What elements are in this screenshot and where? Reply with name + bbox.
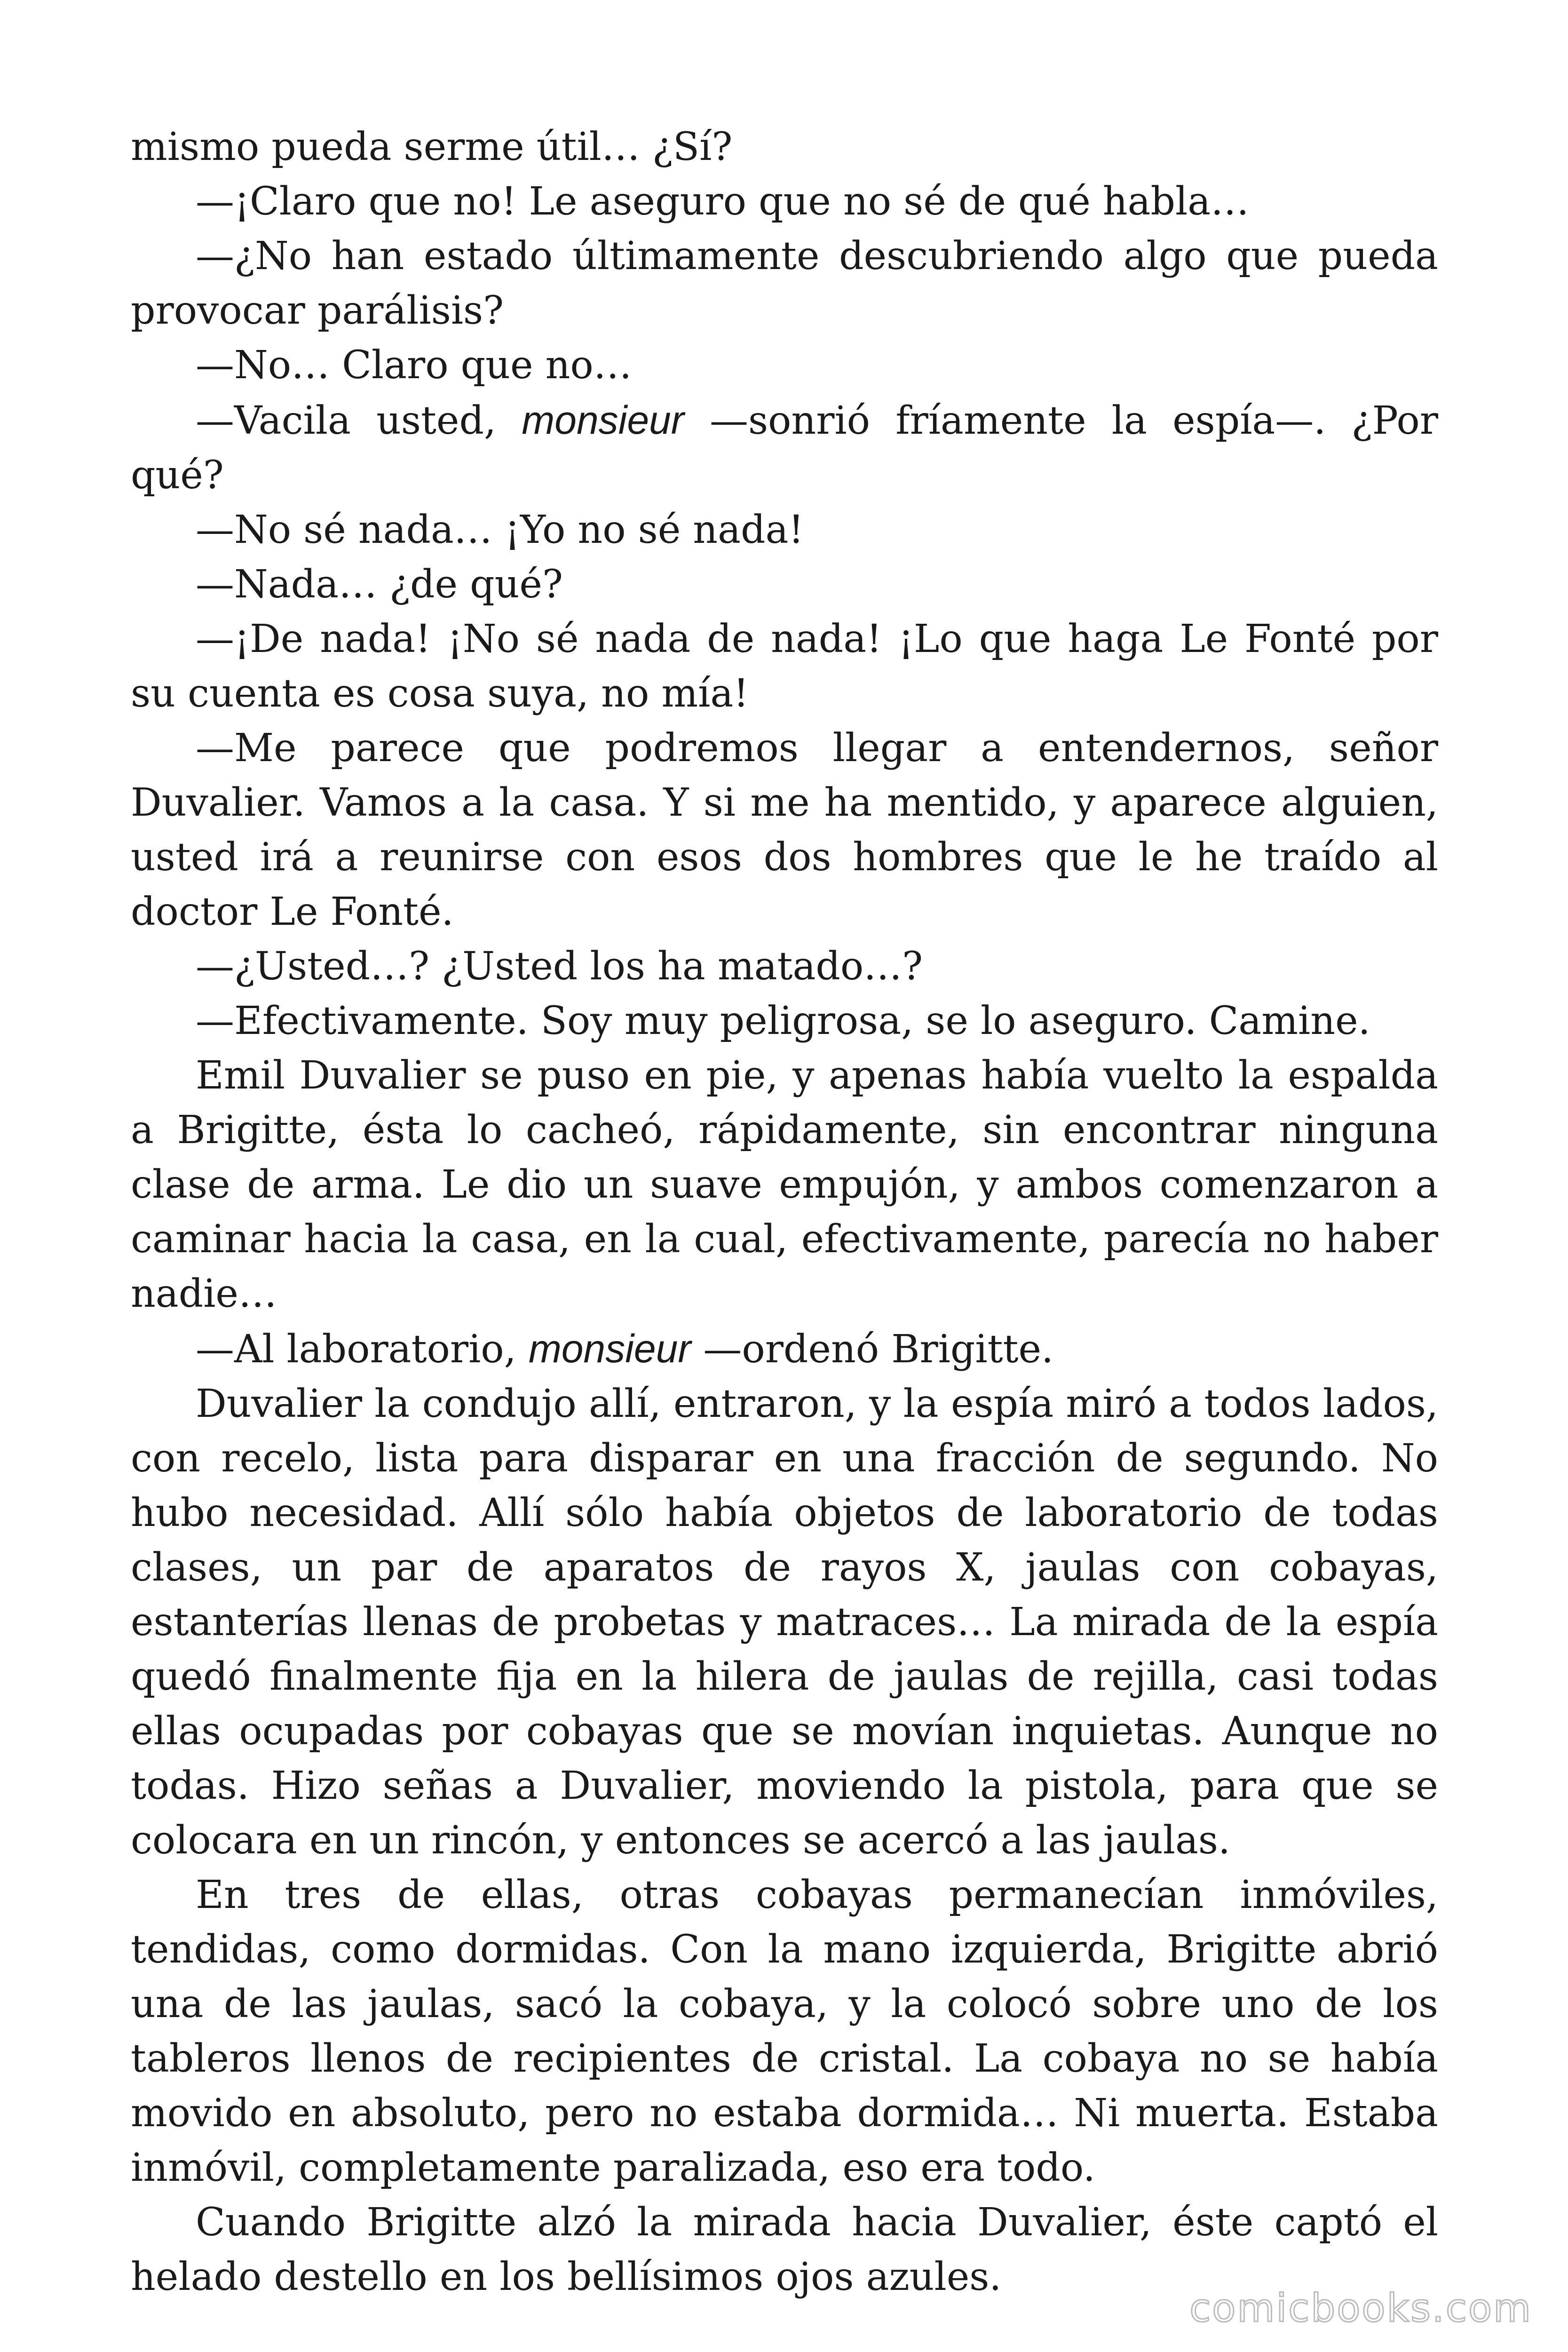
paragraph xyxy=(131,939,1438,994)
paragraph xyxy=(131,1377,1438,1868)
book-page-text xyxy=(131,120,1438,2304)
text-span: —Al laboratorio, xyxy=(196,1327,529,1372)
paragraph xyxy=(131,1049,1438,1321)
text-span: En tres de ellas, otras cobayas permanecían inmóviles, tendidas, como dormidas. Con la mano izquierda, Brigitte abrió una de las jaulas, sacó la cobaya, y la colocó sobre uno de los tableros llenos de recipientes de cristal. La cobaya no se había movido en absoluto, pero no estaba dormida… Ni muerta. Estaba inmóvil, completamente paralizada, eso era todo. xyxy=(131,1873,1438,2190)
text-span: —sonrió fríamente la espía—. ¿Por qué? xyxy=(131,398,1438,498)
text-span: —Me parece que podremos llegar a entendernos, señor Duvalier. Vamos a la casa. Y si me ha mentido, y aparece alguien, usted irá a reunirse con esos dos hombres que le he traído al doctor Le Fonté. xyxy=(131,726,1438,934)
text-span: Emil Duvalier se puso en pie, y apenas había vuelto la espalda a Brigitte, ésta lo cacheó, rápidamente, sin encontrar ninguna clase de arma. Le dio un suave empujón, y ambos comenzaron a caminar hacia la casa, en la cual, efectivamente, parecía no haber nadie… xyxy=(131,1053,1438,1316)
text-span: Cuando Brigitte alzó la mirada hacia Duvalier, éste captó el helado destello en los bellísimos ojos azules. xyxy=(131,2200,1438,2299)
paragraph xyxy=(131,120,1438,175)
text-span: —¡De nada! ¡No sé nada de nada! ¡Lo que haga Le Fonté por su cuenta es cosa suya, no mía! xyxy=(131,617,1438,716)
paragraph xyxy=(131,229,1438,338)
paragraph xyxy=(131,393,1438,503)
text-span: —Efectivamente. Soy muy peligrosa, se lo aseguro. Camine. xyxy=(196,999,1370,1043)
paragraph xyxy=(131,557,1438,612)
text-span: —¿Usted…? ¿Usted los ha matado…? xyxy=(196,944,923,989)
text-span: Duvalier la condujo allí, entraron, y la espía miró a todos lados, con recelo, lista para disparar en una fracción de segundo. No hubo necesidad. Allí sólo había objetos de laboratorio de todas clases, un par de aparatos de rayos X, jaulas con cobayas, estanterías llenas de probetas y matraces… La mirada de la espía quedó finalmente fija en la hilera de jaulas de rejilla, casi todas ellas ocupadas por cobayas que se movían inquietas. Aunque no todas. Hizo señas a Duvalier, moviendo la pistola, para que se colocara en un rincón, y entonces se acercó a las jaulas. xyxy=(131,1382,1438,1863)
text-span: —No… Claro que no… xyxy=(196,343,632,388)
text-span: mismo pueda serme útil… ¿Sí? xyxy=(131,125,733,169)
paragraph xyxy=(131,1321,1438,1377)
paragraph xyxy=(131,1868,1438,2195)
paragraph xyxy=(131,612,1438,721)
text-span: —Vacila usted, xyxy=(196,398,522,443)
paragraph xyxy=(131,503,1438,557)
paragraph xyxy=(131,175,1438,229)
paragraph xyxy=(131,721,1438,939)
text-span: —ordenó Brigitte. xyxy=(691,1327,1054,1372)
italic-text: monsieur xyxy=(528,1327,691,1371)
text-span: —¡Claro que no! Le aseguro que no sé de qué habla… xyxy=(196,179,1250,224)
text-span: —No sé nada… ¡Yo no sé nada! xyxy=(196,508,804,552)
paragraph xyxy=(131,338,1438,393)
paragraph xyxy=(131,994,1438,1049)
text-span: —Nada… ¿de qué? xyxy=(196,562,563,607)
italic-text: monsieur xyxy=(522,398,684,442)
watermark: comicbooks.com xyxy=(1189,2286,1532,2331)
text-span: —¿No han estado últimamente descubriendo algo que pueda provocar parálisis? xyxy=(131,234,1438,333)
